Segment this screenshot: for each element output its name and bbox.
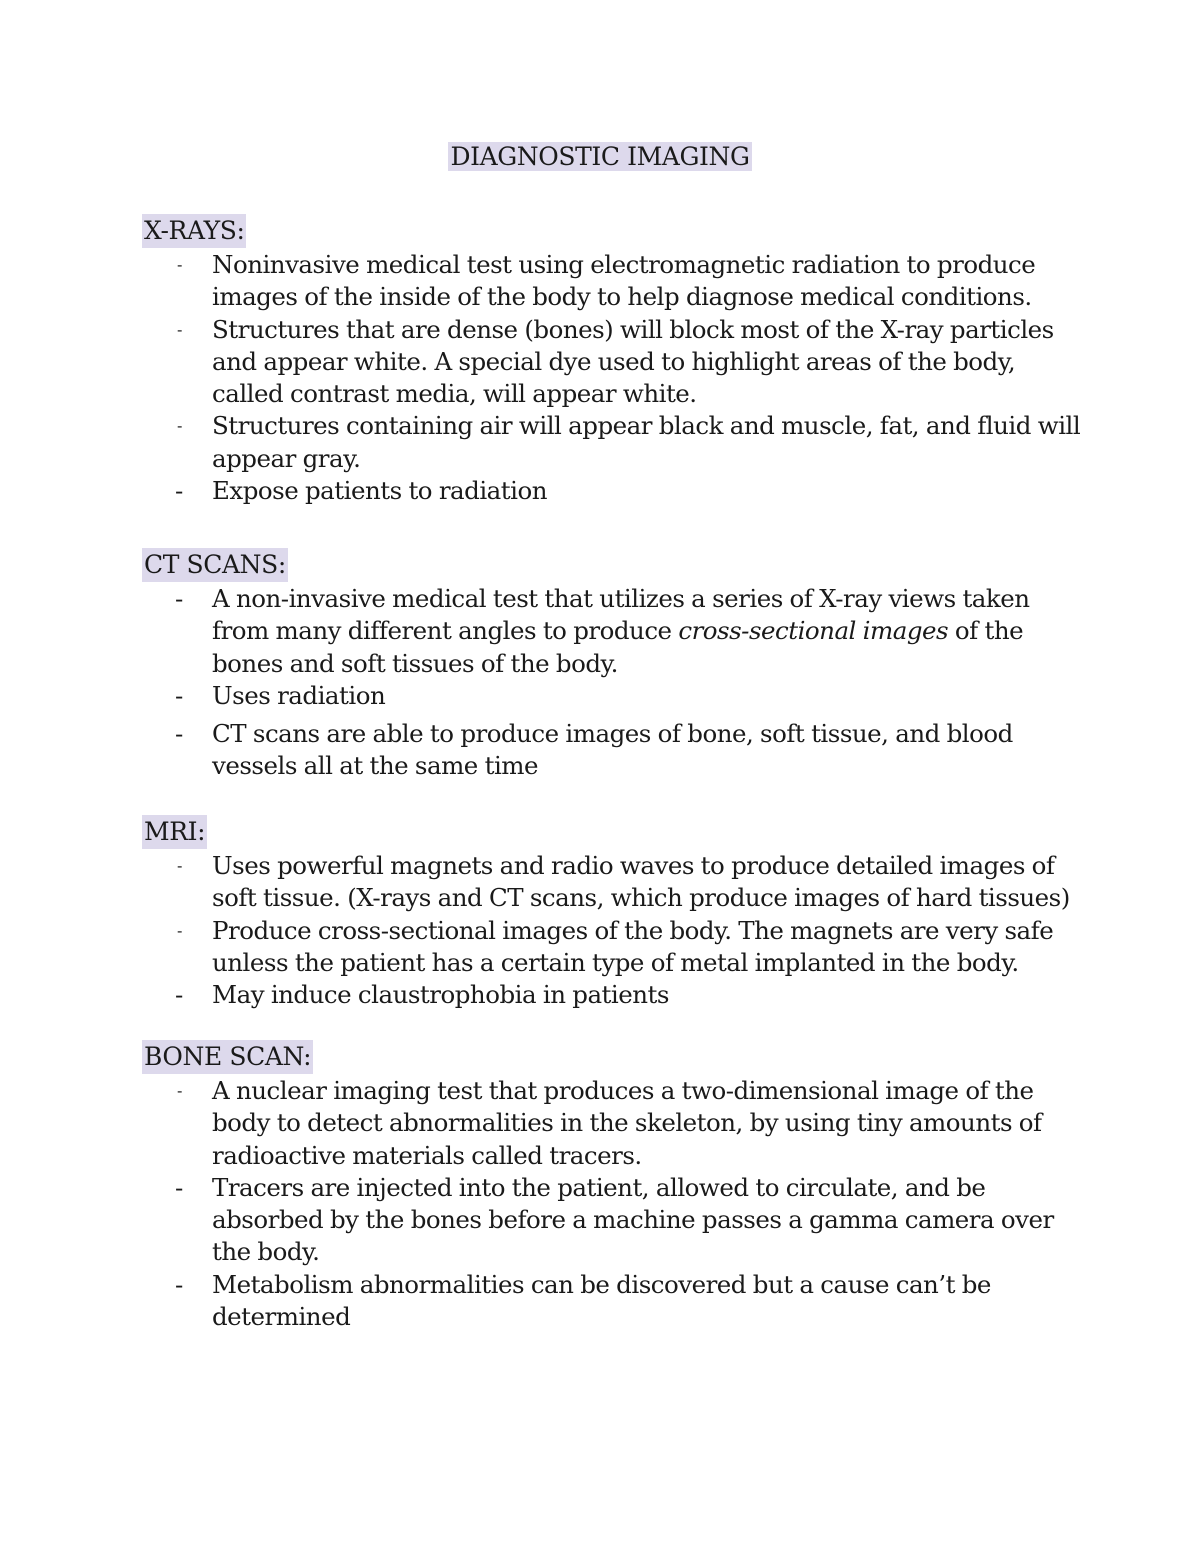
- title-row: [0, 140, 1200, 174]
- bullet-dash: -: [177, 255, 182, 274]
- bone-bullet-list: [141, 1075, 1081, 1333]
- list-item-text: Noninvasive medical test using electromagnetic radiation to produce images of the inside of the body to help diagnose medical conditions.: [212, 250, 1036, 312]
- list-item: [141, 680, 1081, 712]
- section-heading-xrays: X-RAYS:: [142, 214, 246, 248]
- xrays-bullet-list: [141, 249, 1081, 507]
- section-heading-bone-scan: BONE SCAN:: [142, 1040, 313, 1074]
- list-item: [141, 850, 1081, 915]
- section-ct-scans: [141, 548, 1081, 783]
- list-item-text-start: A non-invasive medical test that utilizes a series of X-ray views taken from many different angles to produce: [212, 584, 1030, 646]
- bullet-dash: -: [175, 1172, 183, 1202]
- list-item-text: Structures containing air will appear black and muscle, fat, and fluid will appear gray.: [212, 411, 1081, 473]
- bullet-dash: -: [177, 319, 182, 339]
- bullet-dash: -: [175, 680, 183, 710]
- list-item: [141, 1075, 1081, 1172]
- bullet-dash: -: [175, 1269, 183, 1299]
- section-mri: [141, 815, 1081, 1011]
- bullet-dash: -: [175, 476, 183, 506]
- section-heading-ct-scans: CT SCANS:: [142, 548, 288, 582]
- list-item: [141, 583, 1081, 680]
- bullet-dash: -: [175, 719, 183, 749]
- list-item: [141, 718, 1081, 783]
- list-item: [141, 475, 1081, 507]
- bullet-dash: -: [177, 416, 182, 436]
- mri-bullet-list: [141, 850, 1081, 1011]
- list-item-text: Uses radiation: [212, 680, 386, 710]
- section-xrays: [141, 214, 1081, 507]
- ct-bullet-list: [141, 583, 1081, 783]
- list-item: [141, 1172, 1081, 1269]
- bullet-dash: -: [177, 1081, 182, 1100]
- list-item-emphasis: cross-sectional images: [678, 616, 949, 646]
- list-item-text: Produce cross-sectional images of the body. The magnets are very safe unless the patient has a certain type of metal implanted in the body.: [212, 915, 1054, 977]
- list-item: [141, 314, 1081, 411]
- list-item-text-end: of the bones and soft tissues of the body.: [212, 616, 1024, 678]
- list-item-text: CT scans are able to produce images of bone, soft tissue, and blood vessels all at the same time: [212, 719, 1013, 781]
- list-item-text: A nuclear imaging test that produces a two-dimensional image of the body to detect abnormalities in the skeleton, by using tiny amounts of radioactive materials called tracers.: [212, 1076, 1042, 1170]
- section-heading-mri: MRI:: [142, 815, 207, 849]
- list-item-text: Metabolism abnormalities can be discovered but a cause can’t be determined: [212, 1269, 991, 1332]
- page-title: DIAGNOSTIC IMAGING: [450, 142, 750, 171]
- list-item: [141, 249, 1081, 314]
- bullet-dash: -: [177, 920, 182, 940]
- bullet-dash: -: [175, 980, 183, 1010]
- list-item: [141, 1269, 1081, 1334]
- list-item: [141, 979, 1081, 1011]
- list-item-text: Structures that are dense (bones) will block most of the X-ray particles and appear white. A special dye used to highlight areas of the body, called contrast media, will appear white.: [212, 314, 1054, 409]
- list-item-text: May induce claustrophobia in patients: [212, 980, 669, 1010]
- bullet-dash: -: [177, 856, 182, 875]
- list-item-text: Uses powerful magnets and radio waves to produce detailed images of soft tissue. (X-rays and CT scans, which produce images of hard tissues): [212, 851, 1070, 913]
- list-item: [141, 410, 1081, 475]
- bullet-dash: -: [175, 584, 183, 613]
- section-bone-scan: [141, 1040, 1081, 1333]
- list-item-text: Expose patients to radiation: [212, 476, 547, 506]
- list-item-text: Tracers are injected into the patient, allowed to circulate, and be absorbed by the bones before a machine passes a gamma camera over the body.: [212, 1172, 1054, 1267]
- list-item: [141, 915, 1081, 980]
